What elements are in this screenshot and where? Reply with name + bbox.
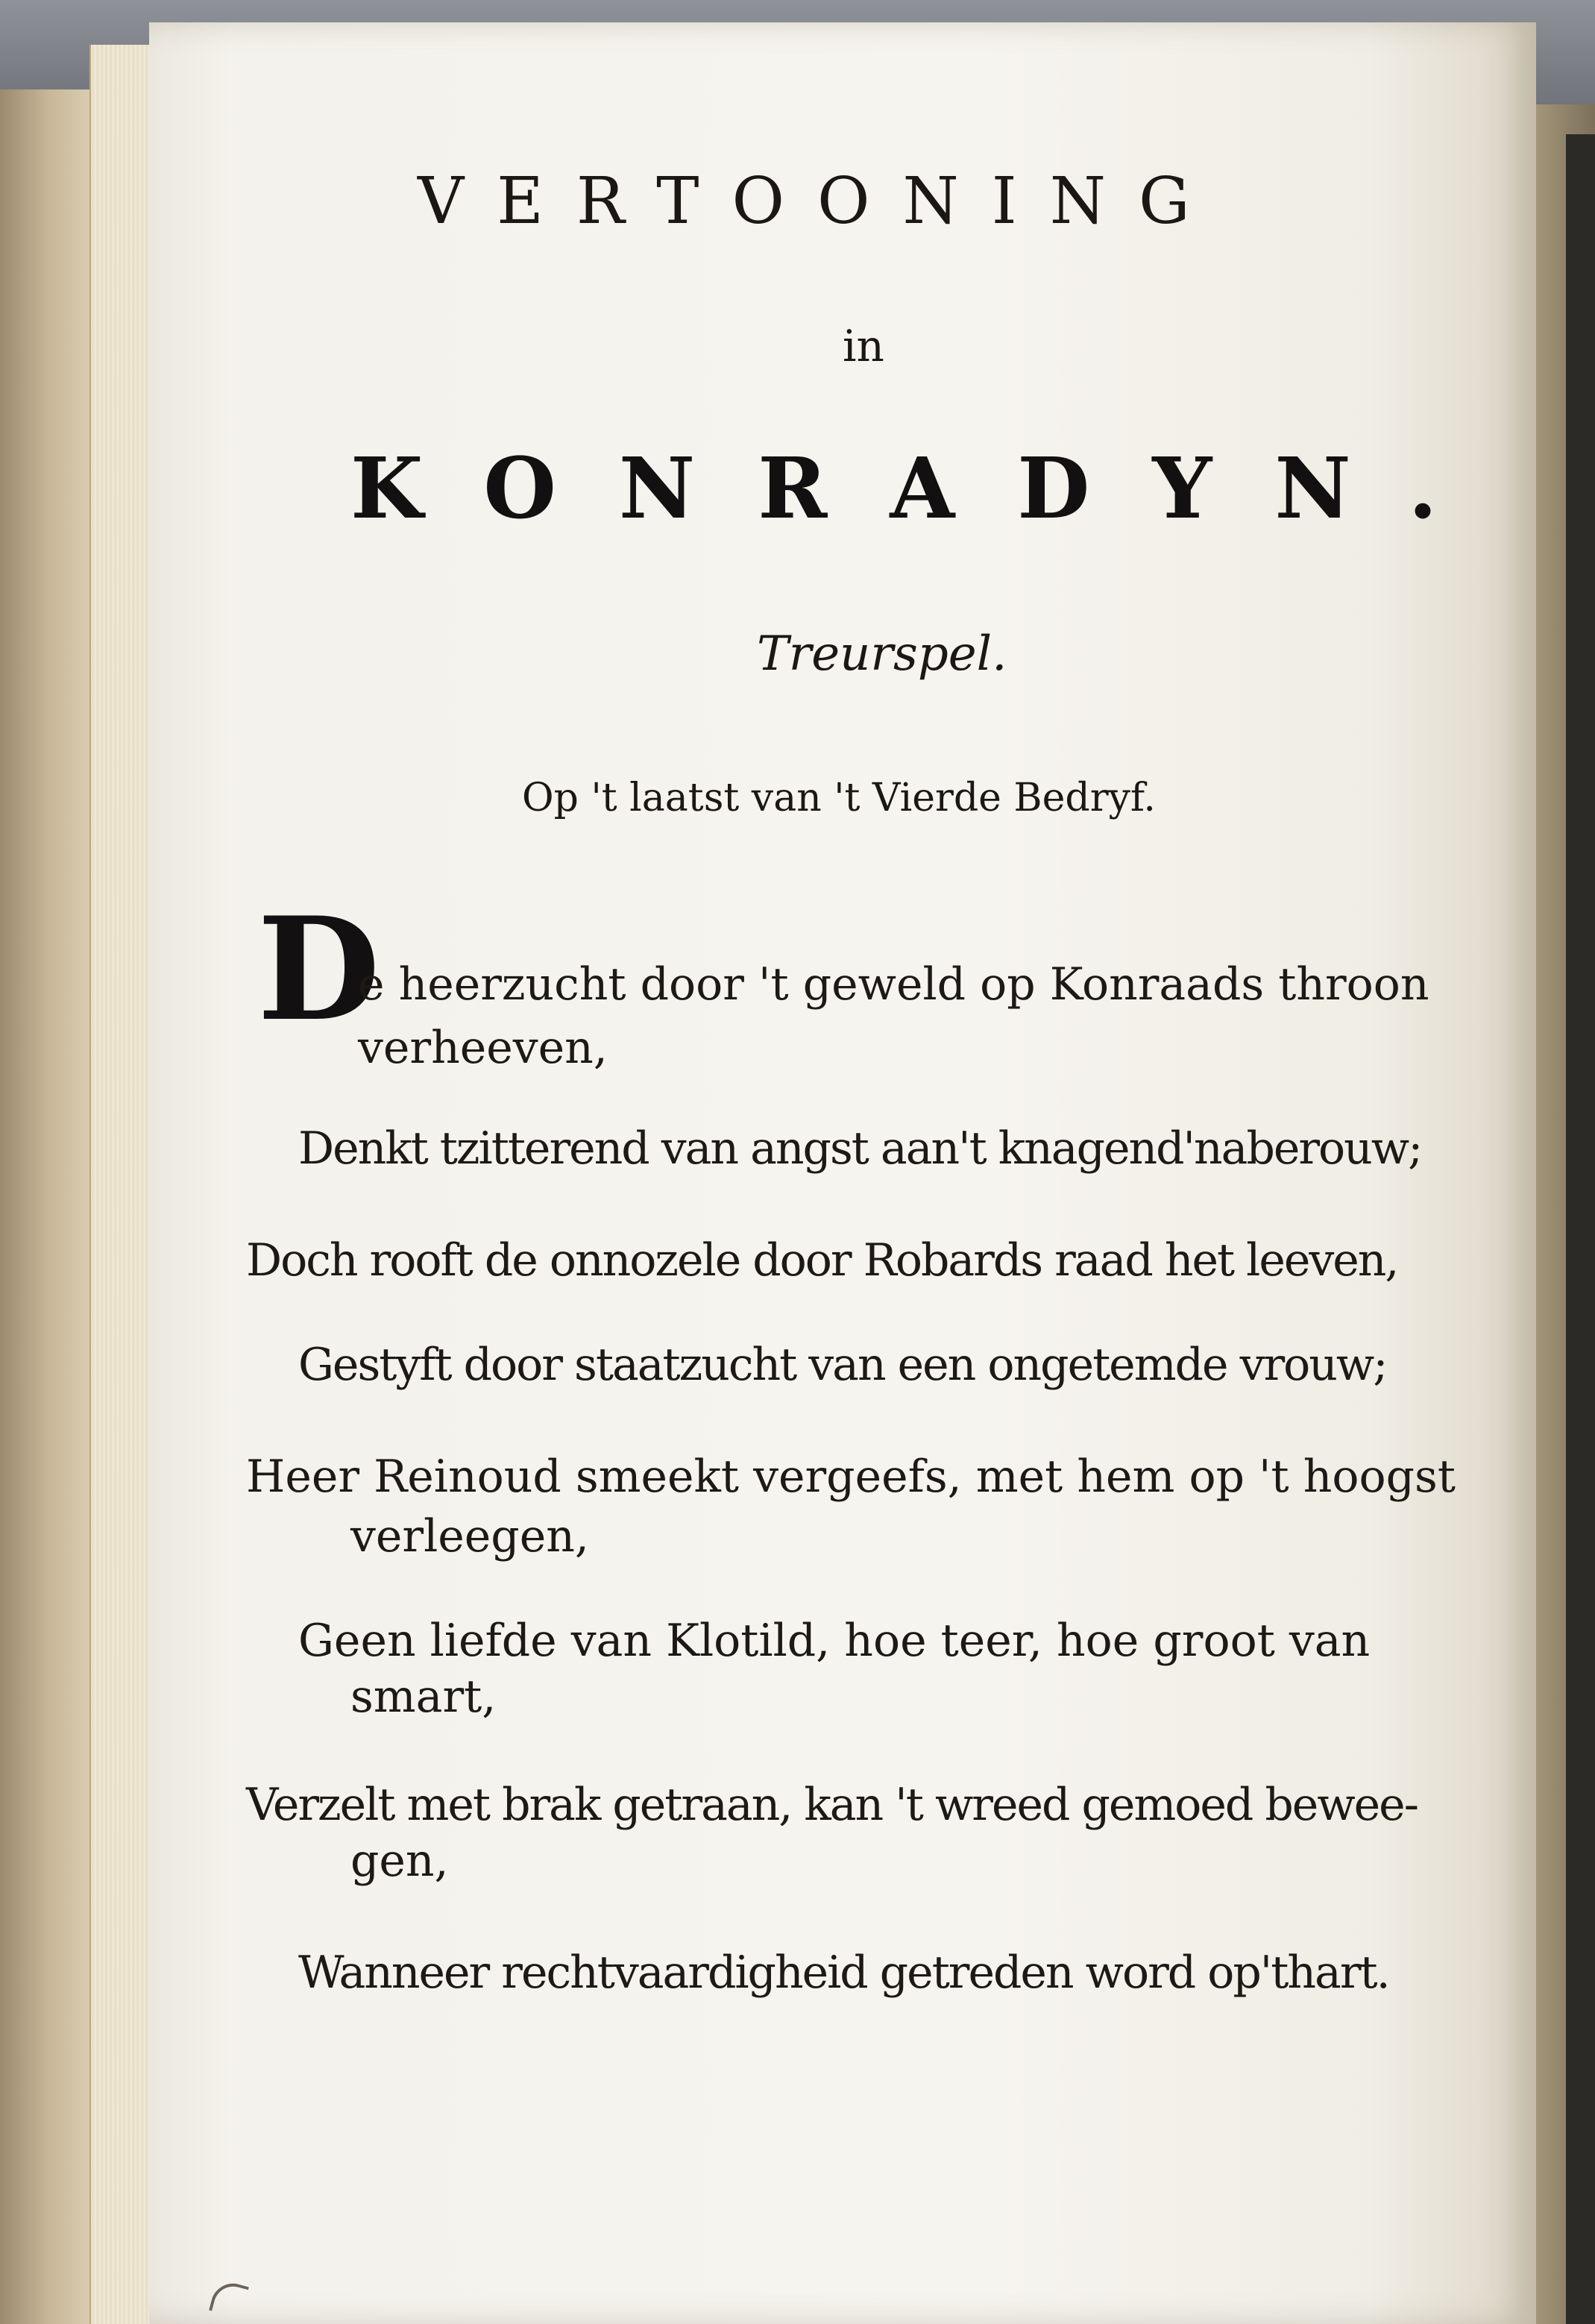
poem-line: Wanneer rechtvaardigheid getreden word op'thart. xyxy=(298,1947,1389,1999)
poem-line: Doch rooft de onnozele door Robards raad het leeven, xyxy=(246,1234,1398,1287)
poem-line: e heerzucht door 't geweld op Konraads throon xyxy=(358,958,1429,1011)
poem-line: Denkt tzitterend van angst aan't knagend'naberouw; xyxy=(298,1122,1422,1175)
page-title: VERTOONING xyxy=(418,164,1223,239)
act-subtitle: Op 't laatst van 't Vierde Bedryf. xyxy=(522,776,1156,820)
facing-page-edge xyxy=(1566,134,1595,2324)
drop-cap: D xyxy=(257,886,380,1052)
poem-line: gen, xyxy=(350,1835,449,1887)
poem-line: Verzelt met brak getraan, kan 't wreed gemoed bewee- xyxy=(246,1779,1418,1831)
poem-line: Heer Reinoud smeekt vergeefs, met hem op 't hoogst xyxy=(246,1451,1456,1503)
poem-line: Geen liefde van Klotild, hoe teer, hoe groot van xyxy=(298,1615,1371,1667)
title-connector: in xyxy=(843,321,884,371)
play-name: KONRADYN. xyxy=(350,440,1500,538)
poem-line: Gestyft door staatzucht van een ongetemde vrouw; xyxy=(298,1339,1387,1391)
poem-line: smart, xyxy=(350,1671,497,1723)
poem-line: verheeven, xyxy=(358,1022,608,1074)
poem-line: verleegen, xyxy=(350,1510,589,1563)
genre-label: Treurspel. xyxy=(757,626,1007,682)
